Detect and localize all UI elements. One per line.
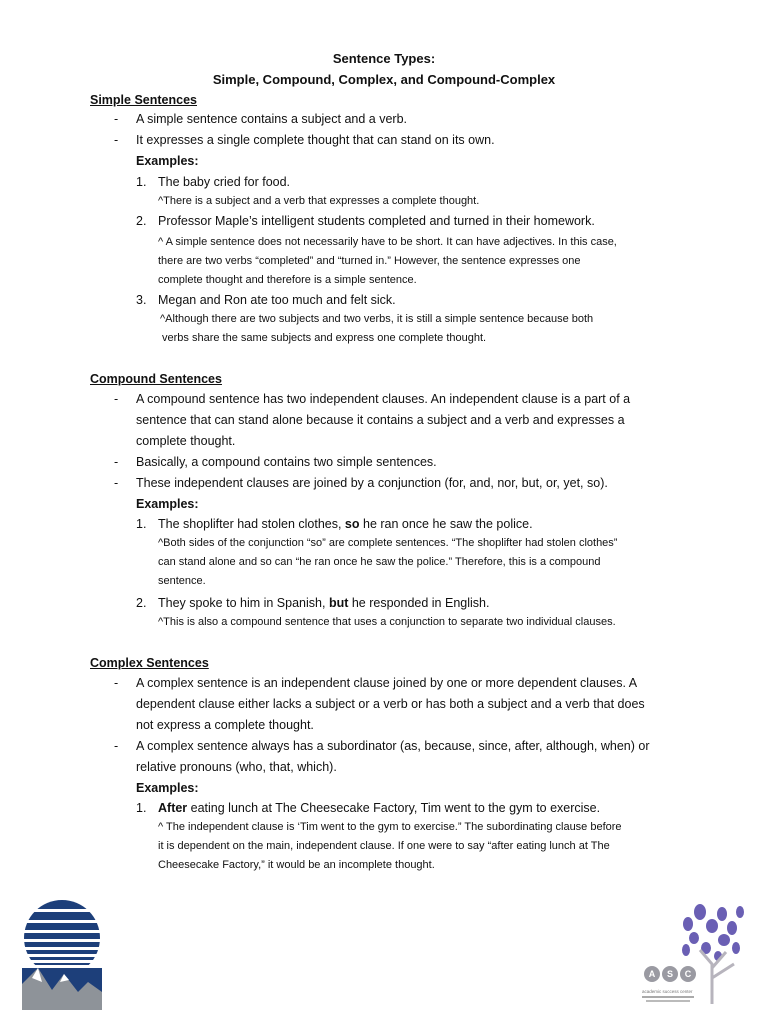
simple-example-3-note-2: verbs share the same subjects and express one complete thought.: [162, 332, 487, 344]
complex-bullet-2-line-2: relative pronouns (who, that, which).: [136, 760, 337, 774]
title-line-2: Simple, Compound, Complex, and Compound-Complex: [212, 72, 556, 87]
simple-example-2-note-3: complete thought and therefore is a simple sentence.: [158, 274, 417, 286]
compound-example-1-note-3: sentence.: [158, 575, 206, 587]
compound-example-2-pre: They spoke to him in Spanish,: [158, 596, 329, 610]
simple-example-3-note-1: ^Although there are two subjects and two verbs, it is still a simple sentence because both: [160, 313, 594, 325]
example-number: 3.: [136, 293, 147, 307]
complex-example-1: [158, 801, 600, 815]
bullet-dash: -: [114, 739, 119, 753]
compound-example-1-note-2: can stand alone and so can “he ran once he saw the police.” Therefore, this is a compound: [158, 556, 601, 568]
bullet-dash: -: [114, 392, 119, 406]
bullet-dash: -: [114, 676, 119, 690]
complex-example-1-note-2: it is dependent on the main, independent clause. If one were to say “after eating lunch at The: [158, 840, 610, 852]
bullet-dash: -: [114, 112, 119, 126]
example-number: 2.: [136, 214, 147, 228]
complex-bullet-1-line-2: dependent clause either lacks a subject or a verb or has both a subject and a verb that does: [136, 697, 645, 711]
compound-example-1: [158, 517, 533, 531]
asc-letter-s: S: [666, 969, 674, 979]
complex-example-1-note-3: Cheesecake Factory,” it would be an incomplete thought.: [158, 859, 435, 871]
bullet-dash: -: [114, 133, 119, 147]
compound-example-1-pre: The shoplifter had stolen clothes,: [158, 517, 345, 531]
simple-example-2-note-2: there are two verbs “completed” and “turned in.” However, the sentence expresses one: [158, 255, 581, 267]
compound-example-2-conjunction: but: [328, 596, 349, 610]
simple-example-3: Megan and Ron ate too much and felt sick.: [158, 293, 396, 307]
compound-bullet-2: Basically, a compound contains two simple sentences.: [136, 455, 437, 469]
simple-examples-label: Examples:: [136, 154, 199, 168]
compound-example-1-conjunction: so: [344, 517, 360, 531]
compound-heading: Compound Sentences: [90, 372, 222, 386]
compound-example-2-post: he responded in English.: [348, 596, 490, 610]
compound-bullet-1-line-2: sentence that can stand alone because it contains a subject and a verb and expresses a: [136, 413, 625, 427]
complex-bullet-2-line-1: A complex sentence always has a subordinator (as, because, since, after, although, when) or: [136, 739, 650, 753]
asc-letter-a: A: [648, 969, 656, 979]
sun-mountain-logo-icon: [22, 898, 102, 1010]
complex-examples-label: Examples:: [136, 781, 199, 795]
example-number: 2.: [136, 596, 147, 610]
example-number: 1.: [136, 517, 147, 531]
complex-example-1-subordinator: After: [158, 801, 188, 815]
simple-example-1: The baby cried for food.: [158, 175, 291, 189]
complex-bullet-1-line-3: not express a complete thought.: [136, 718, 314, 732]
simple-heading: Simple Sentences: [90, 93, 197, 107]
simple-example-1-note: ^There is a subject and a verb that expresses a complete thought.: [158, 195, 480, 207]
college-logo: [22, 898, 102, 1015]
complex-heading: Complex Sentences: [90, 656, 209, 670]
simple-bullet-1: A simple sentence contains a subject and a verb.: [136, 112, 407, 126]
compound-bullet-3: These independent clauses are joined by a conjunction (for, and, nor, but, or, yet, so).: [136, 476, 608, 490]
simple-bullet-2: It expresses a single complete thought that can stand on its own.: [136, 133, 495, 147]
title-line-1: Sentence Types:: [332, 51, 436, 66]
compound-examples-label: Examples:: [136, 497, 199, 511]
compound-bullet-1-line-3: complete thought.: [136, 434, 236, 448]
compound-bullet-1-line-1: A compound sentence has two independent clauses. An independent clause is a part of a: [136, 392, 631, 406]
asc-letter-c: C: [684, 969, 692, 979]
compound-example-1-note-1: ^Both sides of the conjunction “so” are complete sentences. “The shoplifter had stolen clothes”: [158, 537, 618, 549]
compound-example-2: [158, 596, 489, 610]
complex-example-1-note-1: ^ The independent clause is ‘Tim went to the gym to exercise.” The subordinating clause before: [158, 821, 622, 833]
bullet-dash: -: [114, 476, 119, 490]
simple-example-2-note-1: ^ A simple sentence does not necessarily have to be short. It can have adjectives. In this case,: [158, 236, 617, 248]
compound-example-2-note: ^This is also a compound sentence that uses a conjunction to separate two individual clauses.: [158, 616, 616, 628]
example-number: 1.: [136, 175, 147, 189]
tree-logo-icon: [640, 898, 750, 1010]
example-number: 1.: [136, 801, 147, 815]
complex-example-1-post: eating lunch at The Cheesecake Factory, Tim went to the gym to exercise.: [187, 801, 601, 815]
complex-bullet-1-line-1: A complex sentence is an independent clause joined by one or more dependent clauses. A: [136, 676, 638, 690]
simple-example-2: Professor Maple’s intelligent students completed and turned in their homework.: [158, 214, 595, 228]
asc-caption: academic success center: [642, 989, 693, 994]
asc-logo: [640, 898, 750, 1015]
bullet-dash: -: [114, 455, 119, 469]
compound-example-1-post: he ran once he saw the police.: [359, 517, 533, 531]
